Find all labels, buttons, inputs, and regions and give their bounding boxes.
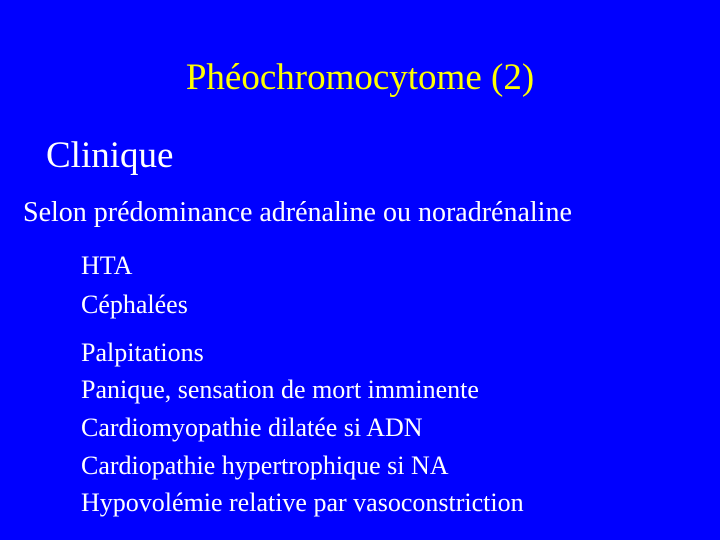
list-item-hta: HTA [81, 251, 133, 280]
intro-line: Selon prédominance adrénaline ou noradrénaline [23, 197, 572, 228]
list-item-cephalees: Céphalées [81, 290, 188, 319]
list-item-cardiopathie: Cardiopathie hypertrophique si NA [81, 451, 449, 480]
list-item-hypovolemie: Hypovolémie relative par vasoconstriction [81, 488, 524, 517]
list-item-palpitations: Palpitations [81, 338, 204, 367]
section-heading: Clinique [46, 135, 174, 176]
slide-title: Phéochromocytome (2) [185, 57, 535, 98]
list-item-panique: Panique, sensation de mort imminente [81, 375, 479, 404]
list-item-cardiomyopathie: Cardiomyopathie dilatée si ADN [81, 413, 423, 442]
